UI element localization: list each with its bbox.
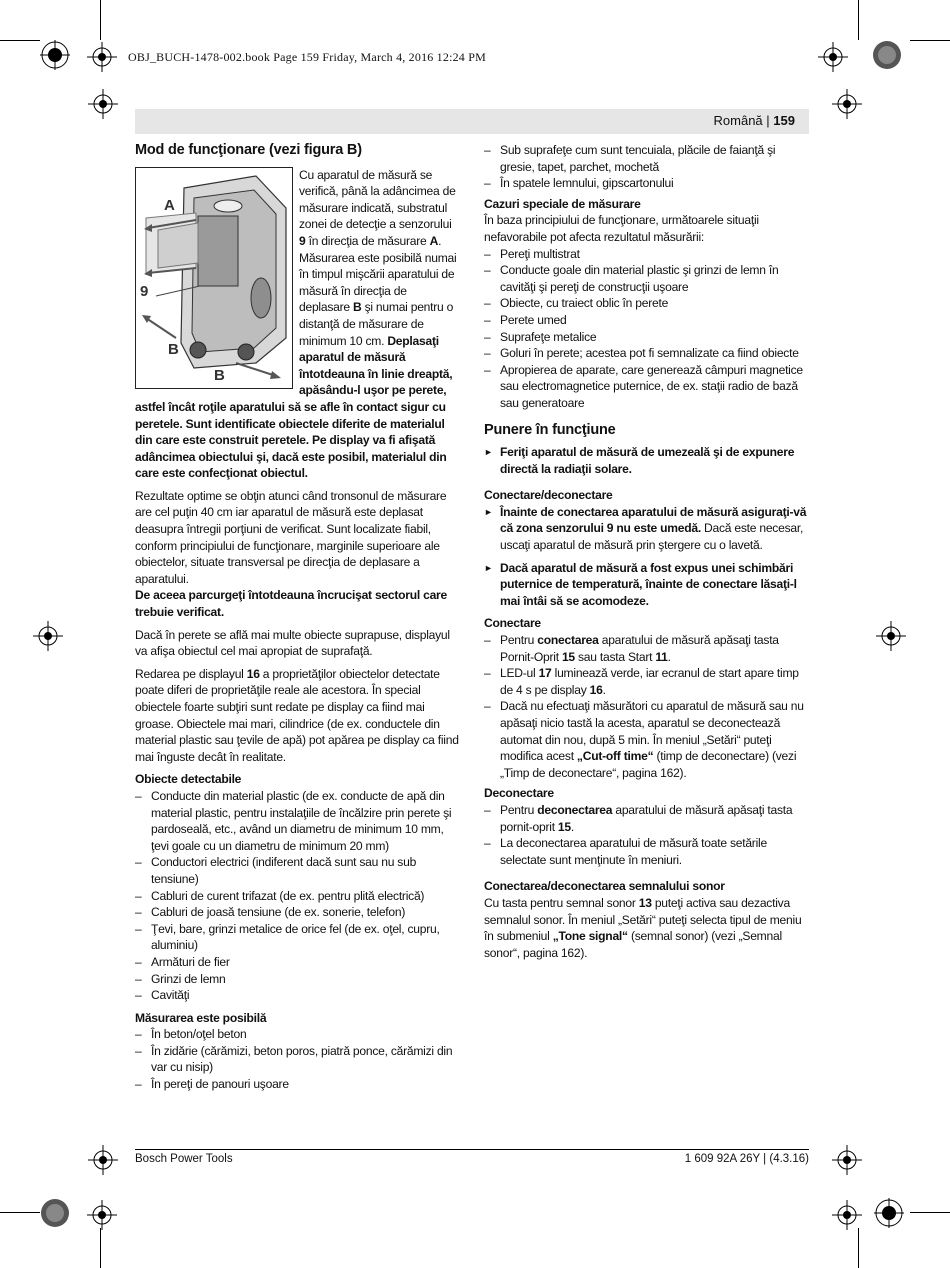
figure-label-b: B (168, 340, 179, 358)
list-item: – Suprafeţe metalice (484, 329, 810, 346)
list-item: – Ţevi, bare, grinzi metalice de orice fel (de ex. oţel, cupru, aluminiu) (135, 921, 459, 954)
detectable-list (135, 788, 459, 1004)
list-item: – Cavităţi (135, 987, 459, 1004)
paragraph: Dacă în perete se află mai multe obiecte suprapuse, displayul va afişa obiectul cel mai apropiat de suprafaţă. (135, 627, 450, 659)
header-page-number: 159 (773, 113, 795, 128)
footer-doc-id: 1 609 92A 26Y | (4.3.16) (684, 1153, 809, 1165)
paragraph: Cu aparatul de măsură se verifică, până la adâncimea de măsurare indicată, substratul zonei de detecţie a senzorului 9 în direcţia de măsurare A. Măsurarea este posibilă numai în timpul mişcării aparatului de măsură în direcţia de deplasare B şi numai pentru o distanţă de măsurare de minimum 10 cm. Deplasaţi aparatul de măsură întotdeauna în linie dreaptă, apăsându-l uşor pe perete, astfel încât roţile aparatului să se afle în contact sigur cu peretele. Sunt identificate obiectele diferite de materialul din care este construit peretele. Pe display va fi afişată adâncimea obiectului şi, dacă este posibil, materialul din care este confecţionat obiectul. (135, 167, 457, 481)
subheading: Măsurarea este posibilă (135, 1010, 267, 1025)
color-target-icon (40, 1198, 70, 1228)
paragraph: Redarea pe displayul 16 a proprietăţilor obiectelor detectate poate diferi de proprietăţile reale ale acestora. În special obiectele foarte subţiri sunt redate pe display ca fiind mai groase. Obiectele mai mari, cilindrice (de ex. conductele din material plastic sau ţevile de apă) pot apărea pe display ca fiind mai înguste decât în realitate. (135, 666, 459, 764)
subheading: Cazuri speciale de măsurare (484, 196, 641, 211)
list-item: – Cabluri de joasă tensiune (de ex. sonerie, telefon) (135, 904, 459, 921)
subheading: Conectarea/deconectarea semnalului sonor (484, 879, 725, 894)
print-slug: OBJ_BUCH-1478-002.book Page 159 Friday, March 4, 2016 12:24 PM (128, 50, 486, 64)
subheading: Conectare/deconectare (484, 488, 613, 503)
switch-off-list (484, 802, 810, 868)
list-item: – Apropierea de aparate, care generează câmpuri magnetice sau electromagnetice puternice, de ex. staţii radio de bază sau generatoare (484, 362, 810, 412)
possible-list (135, 1026, 459, 1092)
list-item: – În zidărie (cărămizi, beton poros, piatră ponce, cărămizi din var cu nisip) (135, 1043, 459, 1076)
list-item: – Conductori electrici (indiferent dacă sunt sau nu sub tensiune) (135, 854, 459, 887)
switch-on-list (484, 632, 810, 781)
right-column (484, 142, 810, 967)
crop-mark (100, 0, 101, 40)
figure-b (135, 167, 293, 389)
list-item: – Conducte din material plastic (de ex. conducte de apă din material plastic, pentru instalaţiile de încălzire prin perete şi pardoseală, etc., având un diametru de minimum 10 mm, ţevi goale cu un diametru de minimum 20 mm) (135, 788, 459, 854)
list-item: – Conducte goale din material plastic şi grinzi de lemn în cavităţi şi pereţi de construcţii uşoare (484, 262, 810, 295)
list-item: – Dacă nu efectuaţi măsurători cu aparatul de măsură sau nu apăsaţi nicio tastă la acesta, aparatul se deconectează automat din nou, după 5 min. În meniul „Setări“ puteţi modifica acest „Cut-off time“ (timp de deconectare) (vezi „Timp de deconectare“, pagina 162). (484, 698, 810, 781)
list-item: – În pereţi de panouri uşoare (135, 1076, 459, 1093)
list-item: – Armături de fier (135, 954, 459, 971)
registration-mark-icon (876, 621, 906, 651)
paragraph-bold: De aceea parcurgeţi întotdeauna încrucişat sectorul care trebuie verificat. (135, 588, 447, 620)
figure-label-a: A (164, 196, 175, 214)
figure-label-b: B (214, 366, 225, 384)
registration-mark-icon (88, 89, 118, 119)
registration-mark-icon (832, 1200, 862, 1230)
subheading: Conectare (484, 616, 541, 631)
registration-mark-icon (818, 42, 848, 72)
special-cases-list (484, 246, 810, 412)
list-item: – Grinzi de lemn (135, 971, 459, 988)
footer-rule (135, 1149, 809, 1150)
section-heading: Punere în funcţiune (484, 421, 616, 438)
list-item: – Cabluri de curent trifazat (de ex. pentru plită electrică) (135, 888, 459, 905)
section-title: Mod de funcţionare (vezi figura B) (135, 142, 362, 158)
registration-mark-icon (832, 1145, 862, 1175)
crop-mark (858, 1228, 859, 1268)
subheading: Deconectare (484, 786, 554, 801)
list-item: – Pentru deconectarea aparatului de măsură apăsaţi tasta pornit-oprit 15. (484, 802, 810, 835)
list-item: – Perete umed (484, 312, 810, 329)
crop-mark (0, 40, 40, 41)
detector-illustration-icon (136, 168, 292, 388)
list-item: – Obiecte, cu traiect oblic în perete (484, 295, 810, 312)
left-column (135, 142, 459, 1097)
list-item: – În beton/oţel beton (135, 1026, 459, 1043)
crop-mark (910, 1212, 950, 1213)
paragraph: Rezultate optime se obţin atunci când tronsonul de măsurare are cel puţin 40 cm iar aparatul de măsură este deplasat deasupra întregii porţiuni de verificat. Sunt localizate fiabil, conform principiului de funcţionare, marginile superioare ale obiectelor, situate transversal pe direcţia de deplasare a aparatului. (135, 488, 447, 586)
list-item: – La deconectarea aparatului de măsură toate setările selectate sunt menţinute în meniuri. (484, 835, 810, 868)
paragraph: Cu tasta pentru semnal sonor 13 puteţi activa sau dezactiva semnalul sonor. În meniul „Setări“ puteţi selecta tipul de meniu în submeniul „Tone signal“ (semnal sonor) (vezi „Semnal sonor“, pagina 162). (484, 895, 802, 960)
list-item: – Sub suprafeţe cum sunt tencuiala, plăcile de faianţă şi gresie, tapet, parchet, mochetă (484, 142, 810, 175)
registration-mark-icon (88, 1145, 118, 1175)
list-item: – LED-ul 17 luminează verde, iar ecranul de start apare timp de 4 s pe display 16. (484, 665, 810, 698)
list-item: – Pentru conectarea aparatului de măsură apăsaţi tasta Pornit-Oprit 15 sau tasta Start 11. (484, 632, 810, 665)
registration-mark-icon (87, 42, 117, 72)
warning-note: ► Înainte de conectarea aparatului de măsură asiguraţi-vă că zona senzorului 9 nu este umedă. Dacă este necesar, uscaţi aparatul de măsură prin ştergere cu o lavetă. (484, 504, 810, 554)
page-number (714, 113, 795, 128)
warning-note: ► Dacă aparatul de măsură a fost expus unei schimbări puternice de temperatură, înainte de conectare lăsaţi-l mai întâi să se acomodeze. (484, 560, 810, 610)
figure-label-9: 9 (140, 282, 149, 300)
crop-mark (910, 40, 950, 41)
crop-mark (0, 1212, 40, 1213)
registration-mark-icon (874, 1198, 904, 1228)
list-item: – Goluri în perete; acestea pot fi semnalizate ca fiind obiecte (484, 345, 810, 362)
warning-note: ► Feriţi aparatul de măsură de umezeală şi de expunere directă la radiaţii solare. (484, 444, 810, 477)
footer-brand: Bosch Power Tools (135, 1153, 233, 1165)
running-header (135, 109, 809, 134)
color-target-icon (872, 40, 902, 70)
registration-mark-icon (832, 89, 862, 119)
list-item: – Pereţi multistrat (484, 246, 810, 263)
crop-mark (100, 1228, 101, 1268)
registration-mark-icon (33, 621, 63, 651)
possible-list-continued (484, 142, 810, 192)
paragraph: În baza principiului de funcţionare, următoarele situaţii nefavorabile pot afecta rezultatul măsurării: (484, 213, 759, 244)
registration-mark-icon (40, 40, 70, 70)
list-item: – În spatele lemnului, gipscartonului (484, 175, 810, 192)
header-language: Română (713, 113, 763, 128)
subheading: Obiecte detectabile (135, 772, 242, 787)
header-separator: | (766, 113, 770, 128)
crop-mark (858, 0, 859, 40)
registration-mark-icon (87, 1200, 117, 1230)
